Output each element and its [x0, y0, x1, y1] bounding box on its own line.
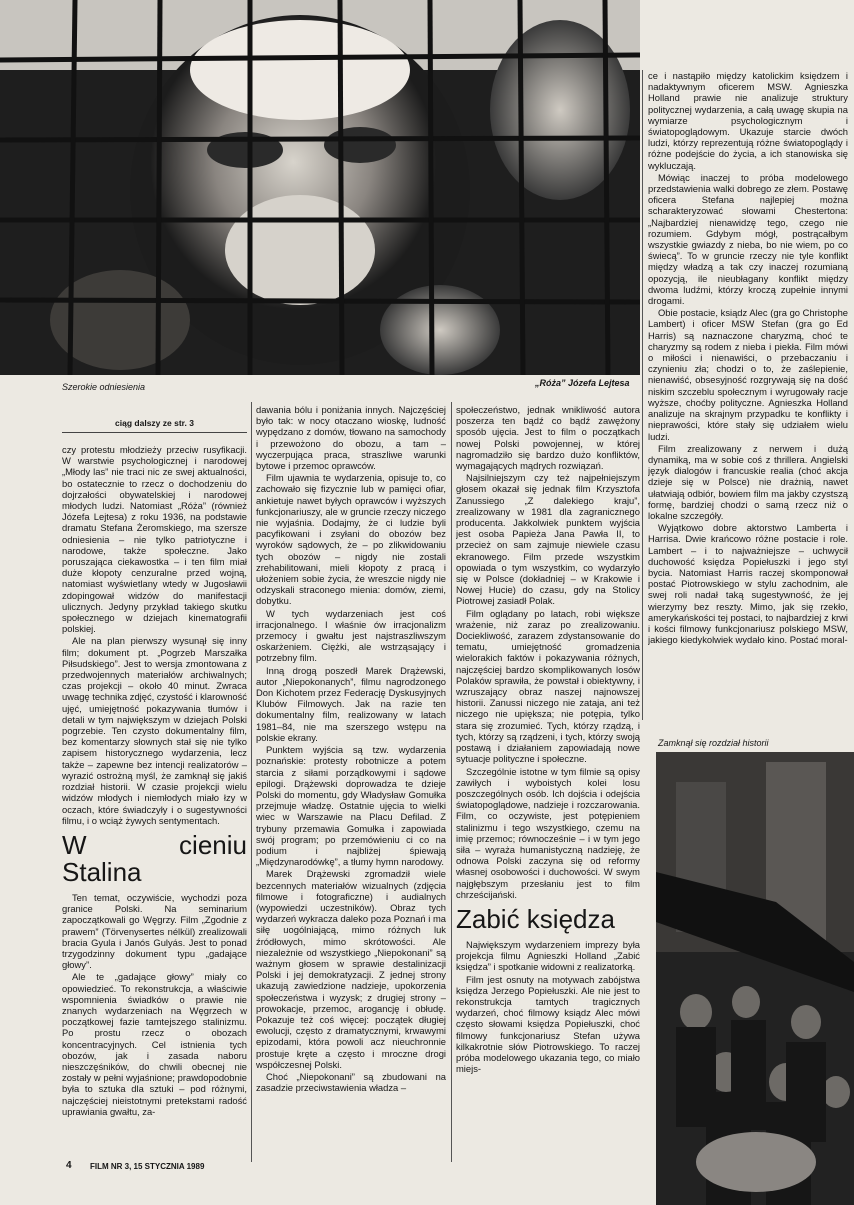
paragraph: społeczeństwo, jednak wnikliwość autora poszerza ten bądź co bądź zawężony sposób ujęcia. Jest to film o początkach nowej Polski powojennej, w której nagromadziło się bardzo dużo konfliktów, wymagających mądrych rozwiązań. — [456, 404, 640, 472]
paragraph: Ale te „gadające głowy” miały co opowiedzieć. To rekonstrukcja, a właściwie wspomnienia świadków o prawie nie znanych wydarzeniach na Węgrzech w początkowej fazie tamtejszego stalinizmu. Po prostu rzecz o obozach koncentracyjnych. Cel istnienia tych obozów, jak i zasada naboru nieszczęśników, do chwili obecnej nie zostały w pełni wyjaśnione; prawdopodobnie była to sztuka dla sztuki – pod różnymi, najczęściej nieistotnymi pretekstami radość uprawiania gwałtu, za- — [62, 971, 247, 1117]
article-column-3 — [456, 404, 640, 1164]
paragraph: Ale na plan pierwszy wysunął się inny film; dokument pt. „Pogrzeb Marszałka Piłsudskiego”. Jest to wersja zmontowana z przedwojennych materiałów archiwalnych; czas projekcji – około 40 minut. Zwraca uwagę technika zdjęć, czystość i klarowność ujęć, umiejętność pokazywania tłumów i detali w tym największym w dziejach Polski pogrzebie. Ten czysto dokumentalny film, bez komentarzy słownych stał się nie tylko zapisem historycznego wydarzenia, lecz także – zapewne bez intencji realizatorów – wyrazić ostrożną myśl, że zamknął się jakiś rozdział historii. W czasie projekcji wielu widzów młodych i niemłodych miało łzy w oczach, które świadczyły i o sugestywności filmu, i o wciąż żywych sentymentach. — [62, 635, 247, 826]
bottom-photo — [656, 752, 854, 1205]
column-rule — [251, 402, 252, 1162]
section-heading-stalin: W cieniu Stalina — [62, 829, 247, 887]
paragraph: Film jest osnuty na motywach zabójstwa księdza Jerzego Popiełuszki. Ale nie jest to rekonstrukcja tamtych tragicznych wydarzeń, choć filmowy ksiądz Alec mówi często słowami księdza Popiełuszki, choć filmowy funkcjonariusz Stefan używa kilkakrotnie słów Piotrowskiego. To raczej próba modelowego ukazania tego, co miało miejs- — [456, 973, 640, 1075]
paragraph: Największym wydarzeniem imprezy była projekcja filmu Agnieszki Holland „Zabić księdza” i spotkanie widowni z realizatorką. — [456, 938, 640, 973]
section-heading-zabic: Zabić księdza — [456, 903, 615, 934]
paragraph: Szczególnie istotne w tym filmie są opisy zawiłych i wyboistych kolei losu poszczególnych osób. Ich dojścia i odejścia światopoglądowe, nadzieje i rozczarowania. Film, co oczywiste, jest potępieniem stalinizmu i tego wszystkiego, czemu na imię przemoc; równocześnie – i w tym jego siła – wyraża humanistyczną nadzieję, że odnowa Polski zaczyna się od reformy własnej osobowości i duchowości. W swym najgłębszym przesłaniu jest to film chrześcijański. — [456, 765, 640, 900]
top-photo-caption-left: Szerokie odniesienia — [62, 382, 146, 392]
continued-rule — [62, 432, 247, 433]
paragraph: Marek Drążewski zgromadził wiele bezcennych materiałów wizualnych (zdjęcia filmowe i fotograficzne) i audialnych (wypowiedzi uczestników). Obraz tych wydarzeń wykracza daleko poza Poznań i ma siłę uogólniającą, mimo różnych luk źródłowych, mimo skrótowości. Ale niezależnie od wszystkiego „Niepokonani” są ważnym głosem w sprawie destalinizacji Polski i jej demokratyzacji. Z jednej strony ukazują zawiedzione nadzieje, upokorzenia społeczeństwa i wyzysk; z drugiej strony – prowokacje, przemoc, arogancję i obłudę. Pokazuje też coś więcej: początek długiej ewolucji, często z dramatycznymi, krwawymi epizodami, która powoli acz nieuchronnie prostuje kręte a często i mroczne drogi współczesnej Polski. — [256, 868, 446, 1070]
bottom-photo-caption: Zamknął się rozdział historii — [658, 738, 769, 748]
paragraph: Film oglądany po latach, robi większe wrażenie, niż zaraz po zrealizowaniu. Dociekliwość, zarazem zdystansowanie do tematu, umiejętność gromadzenia wielorakich faktów i pokazywania różnych, najczęściej bardzo skomplikowanych losów Polaków sprawiła, że powstał i obiektywny, i wzruszający obraz naszej najnowszej historii. Zanussi niczego nie zataja, ani też niczego nie upiększa; nie potępia, tylko stara się zrozumieć. Tych, którzy rządzą, i tych, którzy są rządzeni, i tych, którzy swoją postawą i działaniem zapowiadają nowe sytuacje polityczne i społeczne. — [456, 607, 640, 765]
continued-note: ciąg dalszy ze str. 3 — [115, 418, 194, 428]
paragraph: Film ujawnia te wydarzenia, opisuje to, co zachowało się fizycznie lub w pamięci ofiar, ankietuje nawet byłych oprawców i wyższych funkcjonariuszy, ale w gruncie rzeczy niczego nie wyjaśnia. Dodajmy, że ci ludzie byli pacyfikowani i zsyłani do obozów bez wyroków sądowych, że – po zlikwidowaniu tych obozów – nigdy nie zostali zrehabilitowani, mieli kłopoty z pracą i ułożeniem sobie życia, że wreszcie nigdy nie odzyskali straconego mienia: domów, ziemi, dobytku. — [256, 472, 446, 607]
article-column-2 — [256, 404, 446, 1164]
paragraph: Wyjątkowo dobre aktorstwo Lamberta i Harrisa. Dwie krańcowo różne postacie i role. Lambert – i to najważniejsze – uchwycił duchowość księdza Popiełuszki i jego styl bycia. Natomiast Harris raczej skomponował postać Piotrowskiego w stylu zachodnim, ale swej roli nadał taką sugestywność, że jej wierzymy bez reszty. Mimo, jak się rzekło, amerykańskości tej postaci, to najbardziej z krwi i kości filmowy funkcjonariusz polskiego MSW, jakiego kiedykolwiek wydało kino. Postać moral- — [648, 522, 848, 646]
article-column-4 — [648, 70, 848, 730]
top-photo — [0, 0, 640, 375]
paragraph: Najsilniejszym czy też najpełniejszym głosem okazał się jednak film Krzysztofa Zanussiego „Z dalekiego kraju”, zrealizowany w 1981 dla zagranicznego producenta. Jakkolwiek punktem wyjścia jest osoba Papieża Jana Pawła II, to przecież on sam zajmuje niewiele czasu ekranowego. Film przede wszystkim opowiada o tym wszystkim, co wydarzyło się w Polsce (dokładniej – w Krakowie i Nowej Hucie) do czasu, gdy na Stolicy Piotrowej zasiadł Polak. — [456, 472, 640, 607]
paragraph: Punktem wyjścia są tzw. wydarzenia poznańskie: protesty robotnicze a potem starcia z siłami porządkowymi i sądowe epilogi. Drążewski doprowadza te dzieje Polski do momentu, gdy Władysław Gomułka przejmuje władzę. Ostatnie ujęcia to wielki wiec w Warszawie na Placu Defilad. Z trybuny przemawia Gomułka i zapowiada swój program; po przemówieniu ci co na podium i najbliżej śpiewają „Międzynarodówkę”, a tłumy hymn narodowy. — [256, 744, 446, 868]
paragraph: Film zrealizowany z nerwem i dużą dynamiką, ma w sobie coś z thrillera. Angielski język dialogów i francuskie realia (choć akcja dzieje się w Polsce) nie drażnią, nawet ułatwiają odbiór, bowiem film ma jakby czystszą formę, bardziej chodzi o samą rzecz niż o lokalne szczegóły. — [648, 442, 848, 521]
paragraph: Mówiąc inaczej to próba modelowego przedstawienia walki dobrego ze złem. Postawę oficera Stefana najlepiej można scharakteryzować słowami Chestertona: „Najbardziej nienawidzę tego, czego nie rozumiem. Gdybym mógł, postrącałbym wszystkie gwiazdy z nieba, bo nie wiem, po co świecą”. To w gruncie rzeczy nie tyle konflikt między władzą a tak czy inaczej rozumianą opozycją, ile nieubłagany konflikt między dwoma ludźmi, którzy kroczą zupełnie innymi drogami. — [648, 171, 848, 307]
paragraph: Ten temat, oczywiście, wychodzi poza granice Polski. Na seminarium zapoczątkowali go Węgrzy. Film „Zgodnie z prawem” (Törvenysertes nélkül) zrealizowali bracia Gyula i Janós Gulyás. Jest to ponad trzygodzinny dokument typu „gadające głowy”. — [62, 891, 247, 971]
page-number: 4 — [66, 1160, 72, 1171]
paragraph: Choć „Niepokonani” są zbudowani na zasadzie przeciwstawienia władza – — [256, 1070, 446, 1094]
column-rule — [451, 402, 452, 1162]
paragraph: czy protestu młodzieży przeciw rusyfikacji. W warstwie psychologicznej i narodowej „Młody las” nie traci nic ze swej aktualności, bo ostatecznie to rzecz o dochodzeniu do dojrzałości obywatelskiej i narodowej młodych ludzi. Natomiast „Róża” (również Józefa Lejtesa) z roku 1936, na podstawie dramatu Stefana Żeromskiego, ma szersze odniesienia – nie tylko patriotyczne i narodowe, także społeczne. Jako poruszająca ciekawostka – i ten film miał duże kłopoty cenzuralne przed wojną, natomiast wyświetlany wtedy w Jugosławii zdopingował widzów do manifestacji ulicznych. Jedyny przykład takiego skutku społecznego w dziejach kinematografii polskiej. — [62, 444, 247, 635]
paragraph: Inną drogą poszedł Marek Drążewski, autor „Niepokonanych”, filmu nagrodzonego Don Kichotem przez Federację Dyskusyjnych Klubów Filmowych. Jak na razie ten dokumentalny film, realizowany w latach 1981–84, nie ma szerszego wstępu na polskie ekrany. — [256, 664, 446, 743]
paragraph: W tych wydarzeniach jest coś irracjonalnego. I właśnie ów irracjonalizm przemocy i gwałtu jest najstraszliwszym oskarżeniem. Ciężki, ale wstrząsający i potrzebny film. — [256, 607, 446, 664]
paragraph: Obie postacie, ksiądz Alec (gra go Christophe Lambert) i oficer MSW Stefan (gra go Ed Harris) są naznaczone charyzmą, choć te charyzmy są rodem z nieba i piekła. Film mówi o miłości i nienawiści, o przebaczaniu i czynieniu zła; chodzi o to, że zaślepienie, nienawiść, obsesyjność rozgrywają się na dość niskim szczeblu społecznym i wyrugowały racje wyższe, choćby polityczne. Agnieszka Holland analizuje na skrajnym przypadku te konflikty i nieprawości, które stały się udziałem wielu ludzi. — [648, 307, 848, 442]
issue-info: FILM NR 3, 15 STYCZNIA 1989 — [90, 1162, 205, 1171]
paragraph: ce i nastąpiło między katolickim księdzem i nadaktywnym oficerem MSW. Agnieszka Holland prawie nie analizuje struktury politycznej wydarzenia, a całą uwagę skupia na wymiarze psychologicznym i światopoglądowym. Ukazuje starcie dwóch ludzi, którzy reprezentują różne światopoglądy i różne podejście do życia, a ich stanowiska się wykluczają. — [648, 70, 848, 171]
article-column-1 — [62, 444, 247, 1164]
paragraph: dawania bólu i poniżania innych. Najczęściej było tak: w nocy otaczano wioskę, ludność wypędzano z domów, tłowano na samochody i przewożono do obozu, a tam – wyczerpująca praca, straszliwe warunki bytowe i przemoc oprawców. — [256, 404, 446, 472]
top-photo-caption-right: „Róża” Józefa Lejtesa — [535, 378, 630, 388]
column-rule — [642, 70, 643, 720]
